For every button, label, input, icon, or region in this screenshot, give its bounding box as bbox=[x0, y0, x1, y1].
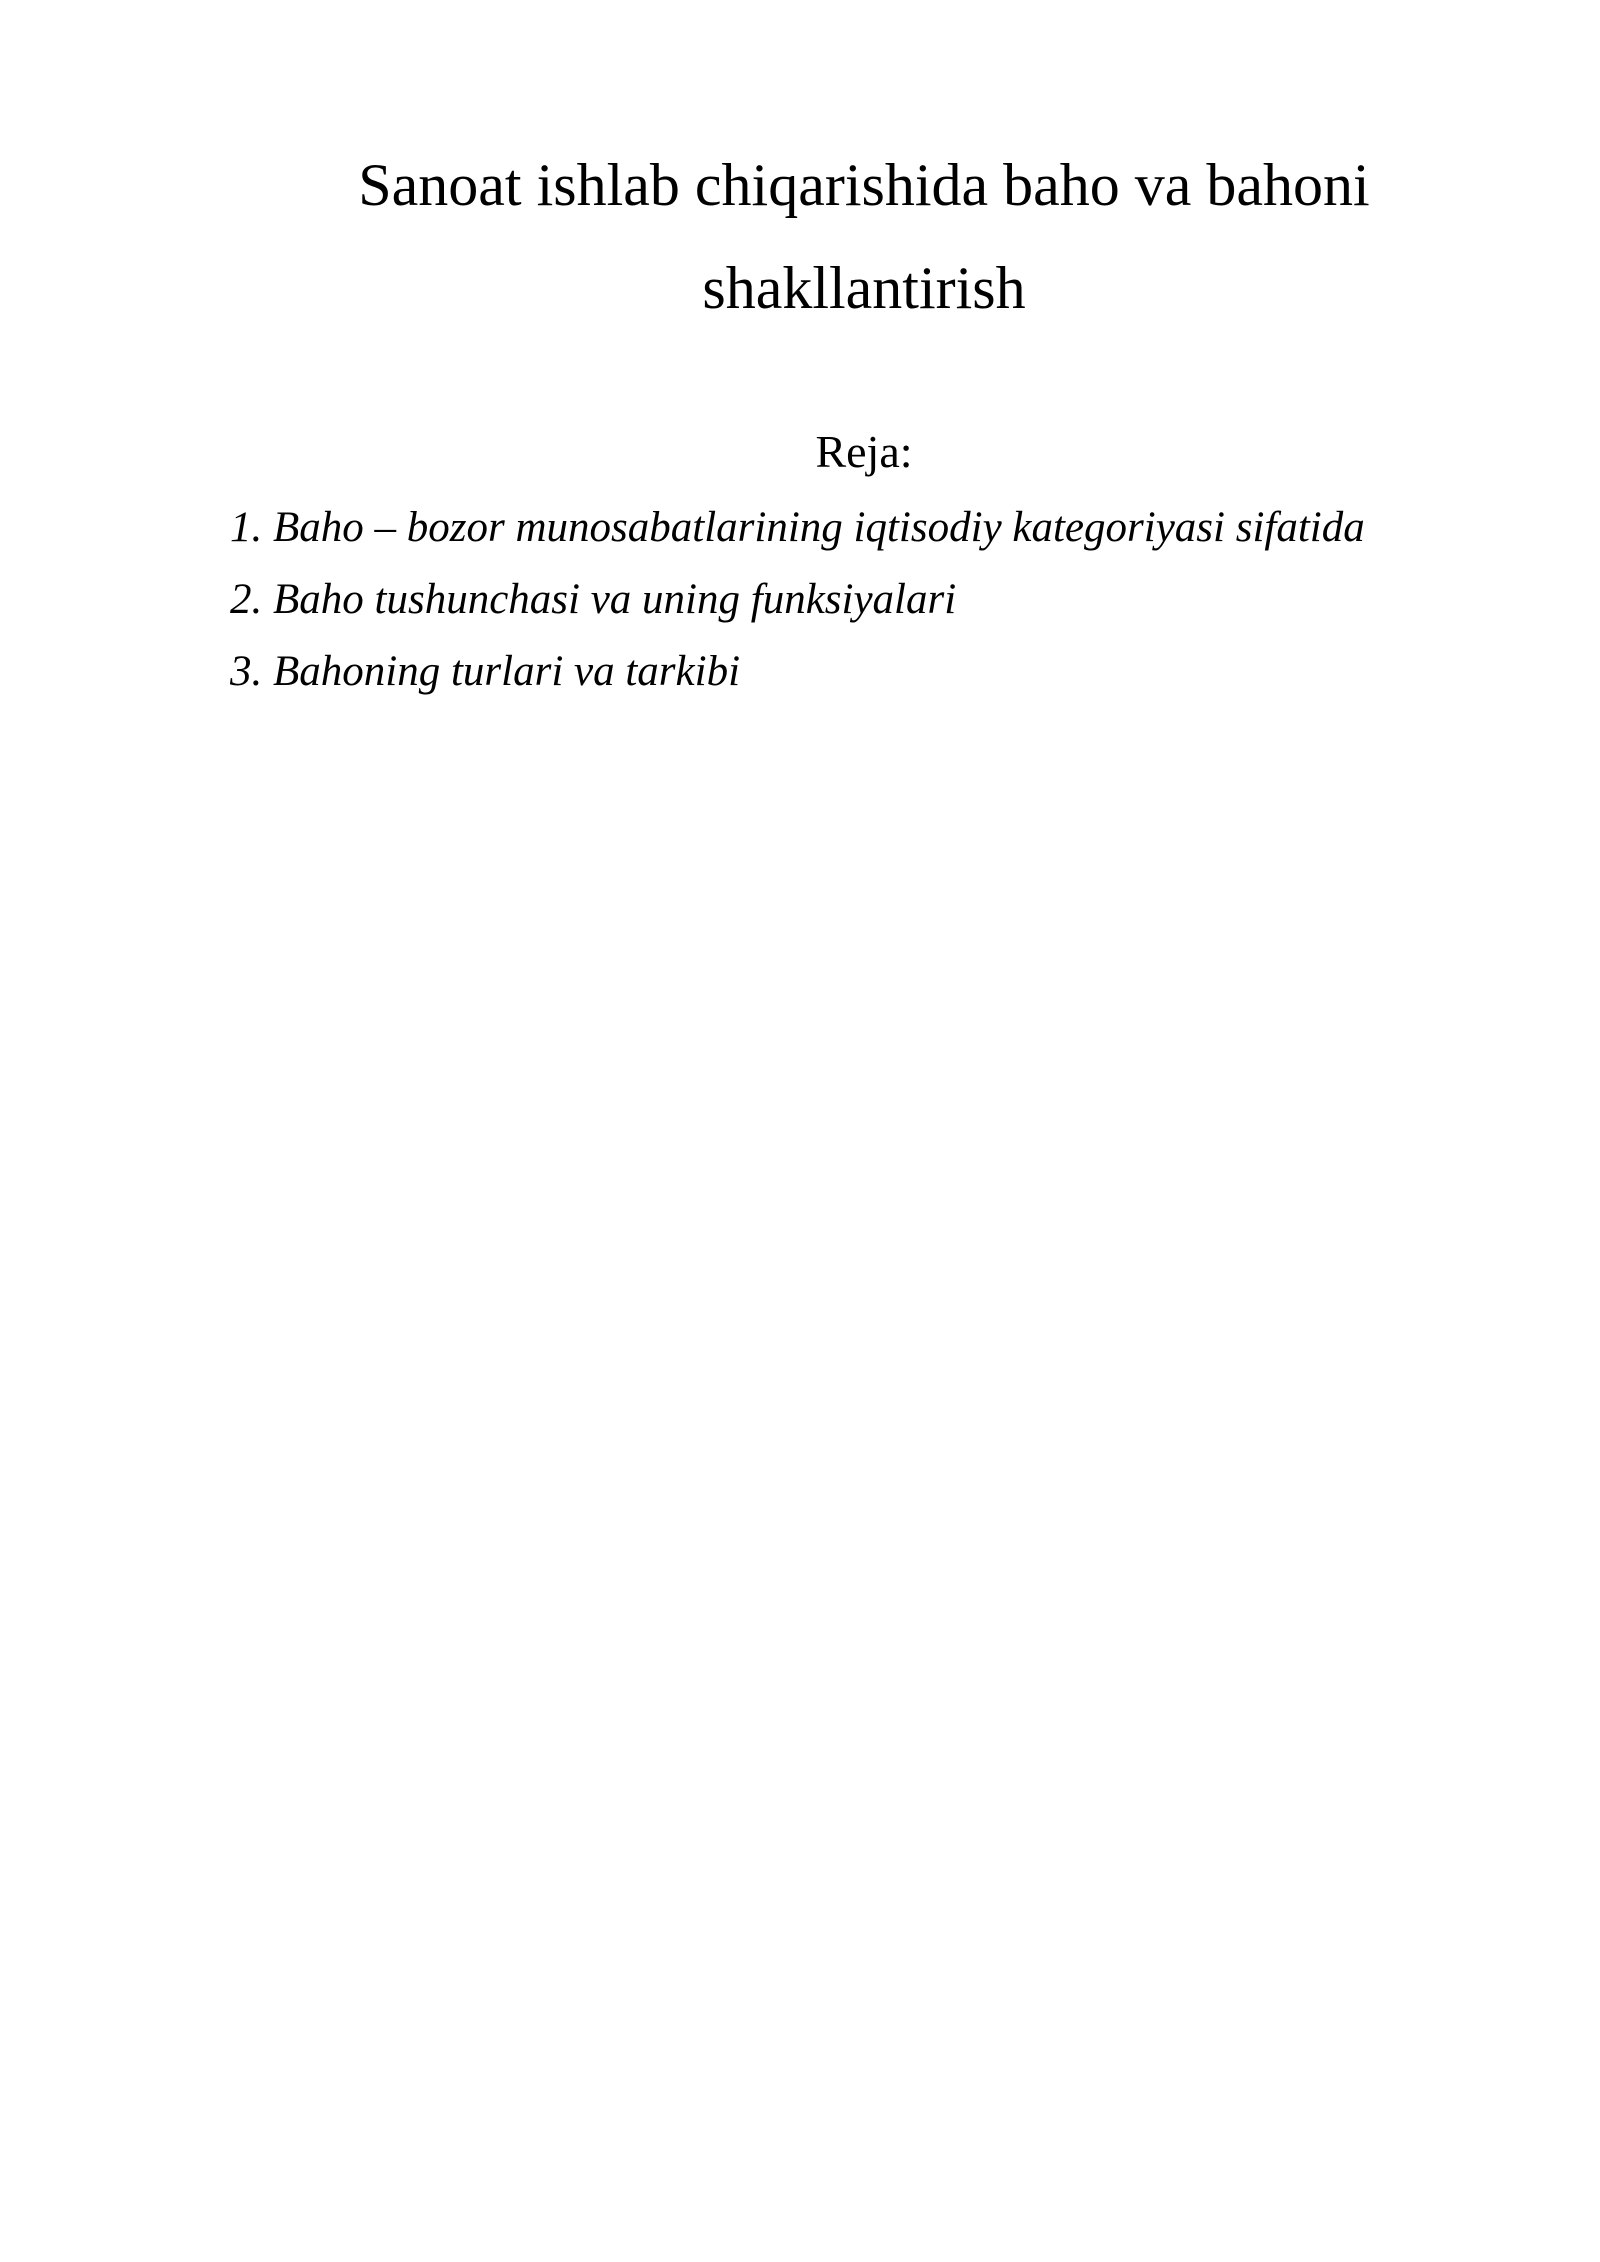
plan-item bbox=[230, 502, 1365, 554]
plan-item-number: 2. bbox=[230, 576, 263, 623]
plan-heading: Reja: bbox=[815, 426, 913, 477]
plan-item-text: Baho tushunchasi va uning funksiyalari bbox=[273, 576, 957, 623]
title-line-2: shakllantirish bbox=[702, 255, 1026, 321]
plan-item-text: Baho – bozor munosabatlarining iqtisodiy kategoriyasi sifatida bbox=[273, 504, 1365, 551]
plan-item bbox=[230, 646, 1365, 698]
plan-list bbox=[230, 502, 1365, 718]
plan-item-number: 3. bbox=[230, 648, 263, 695]
title-line-1: Sanoat ishlab chiqarishida baho va bahoni bbox=[358, 152, 1370, 218]
plan-item-text: Bahoning turlari va tarkibi bbox=[273, 648, 741, 695]
plan-item bbox=[230, 574, 1365, 626]
plan-item-number: 1. bbox=[230, 504, 263, 551]
